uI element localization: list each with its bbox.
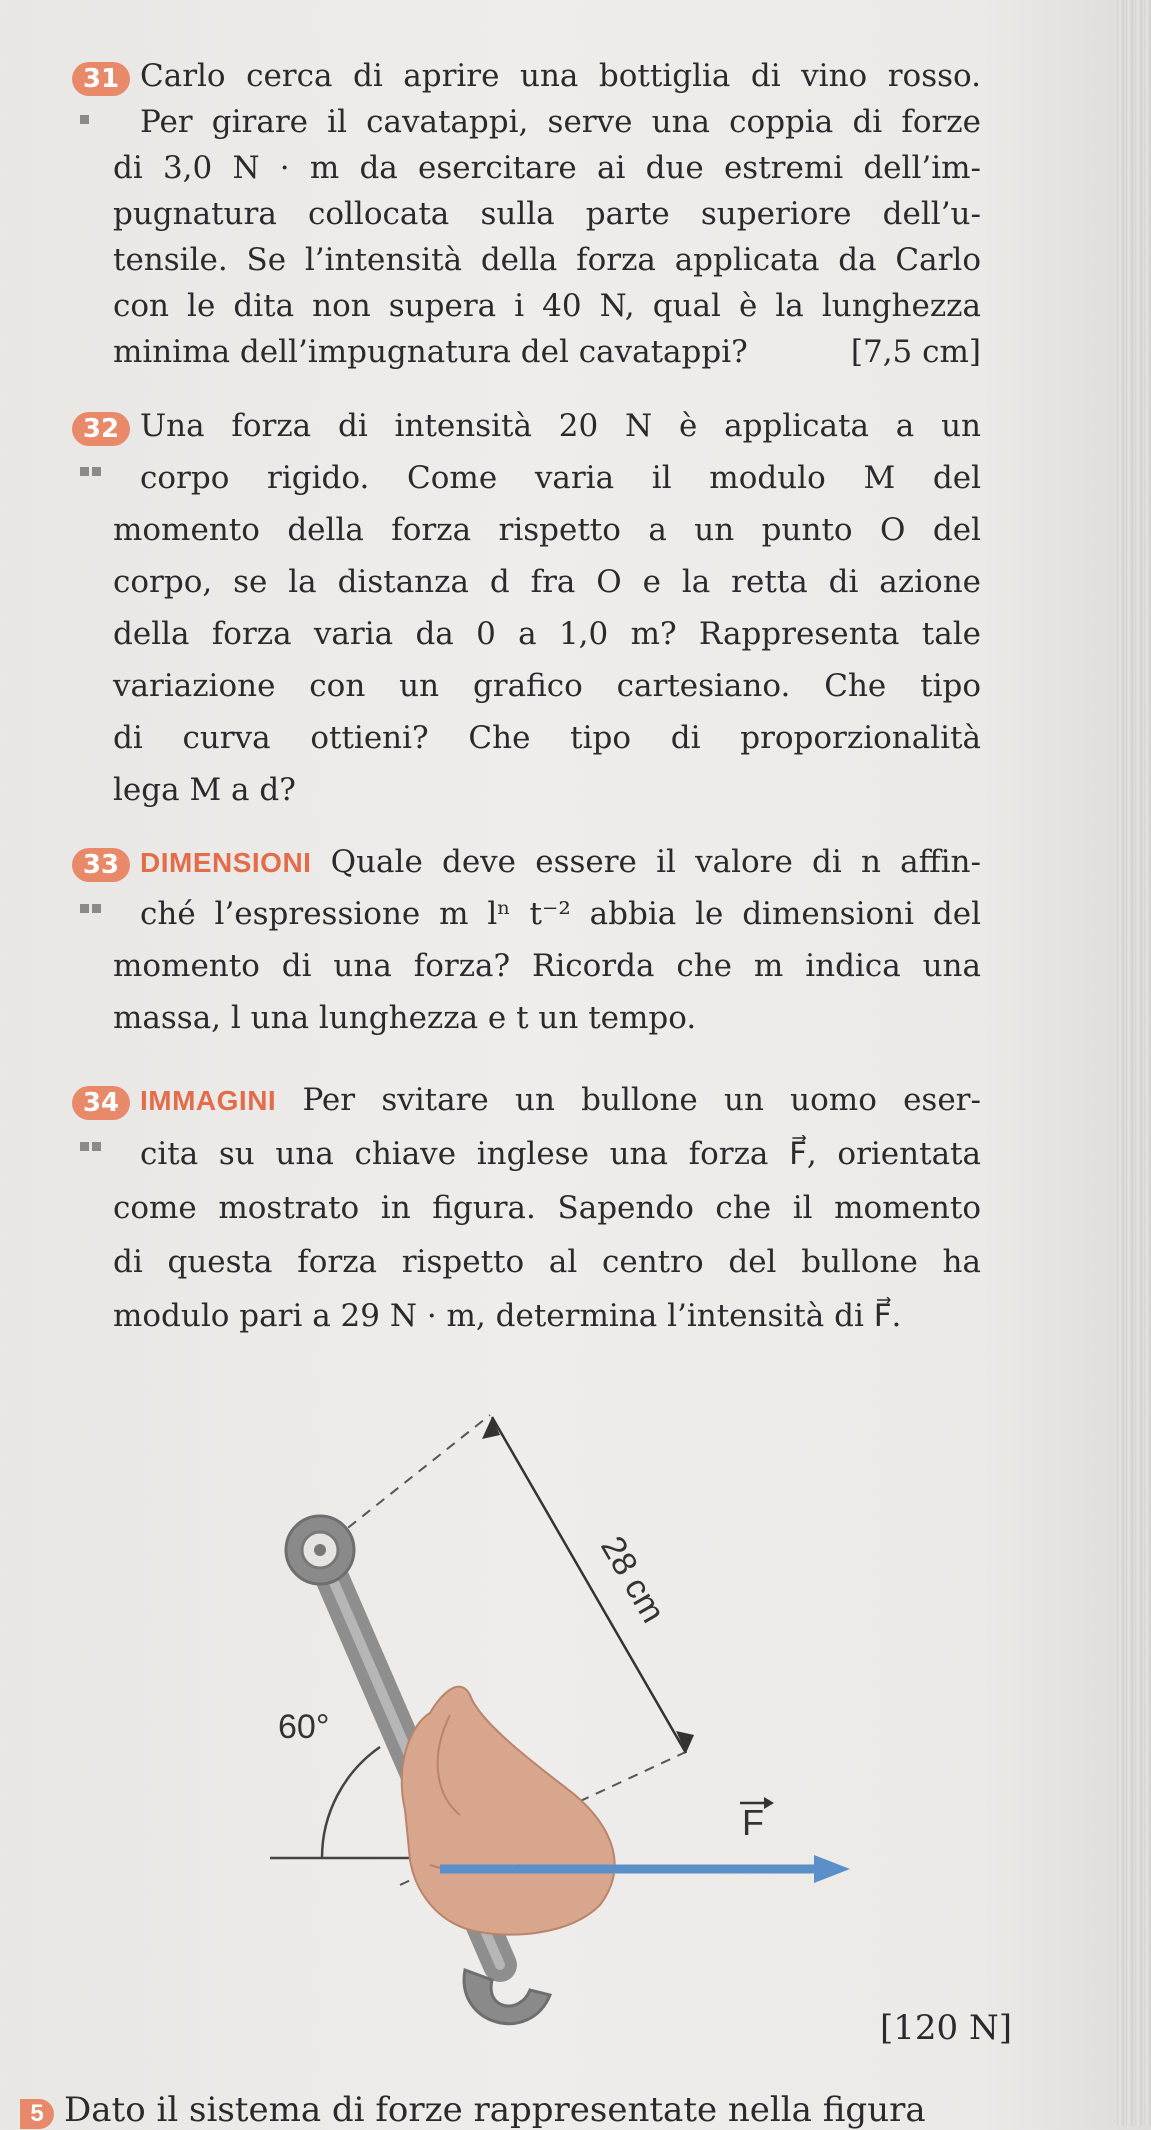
angle-arc xyxy=(322,1747,380,1858)
difficulty-marker xyxy=(80,1140,104,1149)
text-line-content: minima dell’impugnatura del cavatappi? xyxy=(113,334,748,370)
text-line xyxy=(140,1080,981,1121)
length-label: 28 cm xyxy=(593,1530,673,1630)
text-line: come mostrato in figura. Sapendo che il momento xyxy=(113,1190,981,1226)
exercise-number-badge: 32 xyxy=(72,412,130,446)
wrench-figure xyxy=(230,1395,850,2035)
text-line: corpo rigido. Come varia il modulo M del xyxy=(140,460,981,496)
text-line: modulo pari a 29 N · m, determina l’intensità di F⃗. xyxy=(113,1298,902,1334)
book-binding-edge xyxy=(1117,0,1151,2126)
text-line: di questa forza rispetto al centro del bullone ha xyxy=(113,1244,981,1280)
difficulty-marker xyxy=(80,113,92,122)
exercise-number-badge: 33 xyxy=(72,848,130,882)
text-line: di 3,0 N · m da esercitare ai due estremi dell’im- xyxy=(113,150,981,186)
angle-label: 60° xyxy=(278,1708,330,1746)
text-line: cita su una chiave inglese una forza F⃗, orientata xyxy=(140,1136,981,1172)
category-tag: IMMAGINI xyxy=(140,1085,277,1116)
force-arrowhead xyxy=(814,1855,850,1883)
text-line: ché l’espressione m lⁿ t⁻² abbia le dimensioni del xyxy=(140,896,981,932)
text-line: tensile. Se l’intensità della forza applicata da Carlo xyxy=(113,242,981,278)
vector-arrow-mark-head xyxy=(764,1797,774,1809)
text-line: della forza varia da 0 a 1,0 m? Rappresenta tale xyxy=(113,616,981,652)
exercise-number-badge: 31 xyxy=(72,62,130,96)
text-line: Carlo cerca di aprire una bottiglia di vino rosso. xyxy=(140,58,981,94)
text-line xyxy=(140,842,981,883)
text-line: Una forza di intensità 20 N è applicata a un xyxy=(140,408,981,444)
text-line: momento della forza rispetto a un punto O del xyxy=(113,512,981,548)
text-line: lega M a d? xyxy=(113,772,296,808)
difficulty-marker xyxy=(80,902,104,911)
force-label: F xyxy=(742,1802,764,1843)
bolt-center xyxy=(314,1544,326,1556)
text-line-content: Per svitare un bullone un uomo eser- xyxy=(302,1082,981,1118)
next-exercise-partial xyxy=(20,2090,926,2130)
hand-illustration xyxy=(402,1687,615,1935)
answer: [7,5 cm] xyxy=(850,334,981,370)
text-line: corpo, se la distanza d fra O e la retta di azione xyxy=(113,564,981,600)
text-line xyxy=(113,332,981,372)
text-line: Dato il sistema di forze rappresentate nella figura xyxy=(64,2090,926,2130)
text-line: pugnatura collocata sulla parte superiore dell’u- xyxy=(113,196,981,232)
text-line: variazione con un grafico cartesiano. Che tipo xyxy=(113,668,981,704)
text-line: di curva ottieni? Che tipo di proporzionalità xyxy=(113,720,981,756)
text-line: momento di una forza? Ricorda che m indica una xyxy=(113,948,981,984)
answer: [120 N] xyxy=(880,2008,1012,2048)
difficulty-marker xyxy=(80,465,104,474)
exercise-number-badge: 34 xyxy=(72,1086,130,1120)
text-line: massa, l una lunghezza e t un tempo. xyxy=(113,1000,697,1036)
text-line-content: Quale deve essere il valore di n affin- xyxy=(330,844,981,880)
text-line: Per girare il cavatappi, serve una coppia di forze xyxy=(140,104,981,140)
exercise-number-badge: 5 xyxy=(20,2099,54,2129)
category-tag: DIMENSIONI xyxy=(140,847,312,878)
text-line: con le dita non supera i 40 N, qual è la lunghezza xyxy=(113,288,981,324)
